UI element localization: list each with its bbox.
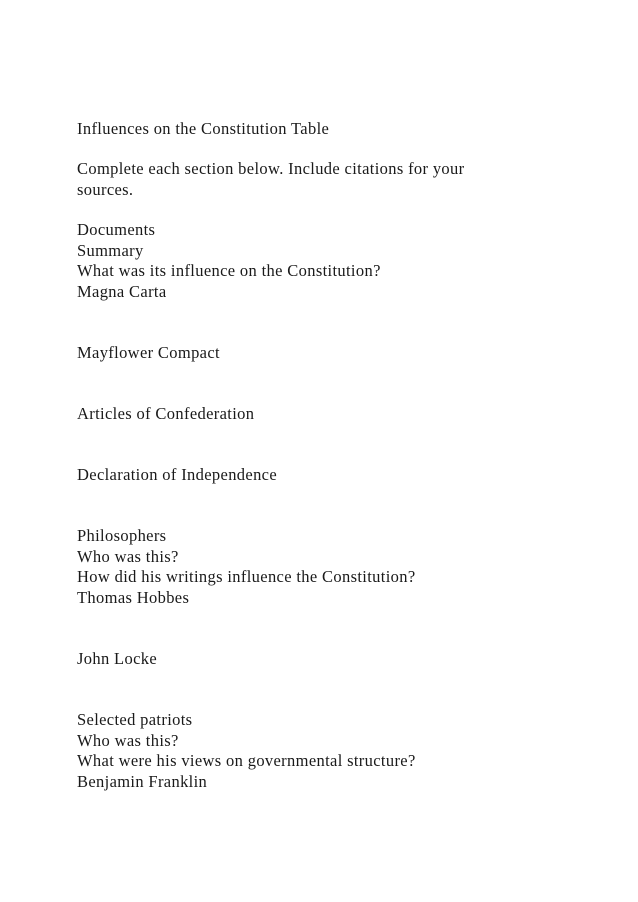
philosopher-row-john-locke: John Locke — [77, 649, 158, 668]
documents-column-summary: Summary — [77, 241, 144, 260]
documents-heading: Documents — [77, 220, 156, 239]
patriot-row-benjamin-franklin: Benjamin Franklin — [77, 772, 208, 791]
patriots-heading: Selected patriots — [77, 710, 193, 729]
documents-column-influence: What was its influence on the Constitution? — [77, 261, 381, 280]
philosophers-heading: Philosophers — [77, 526, 167, 545]
instructions-line-2: sources. — [77, 180, 134, 199]
philosophers-column-influence: How did his writings influence the Constitution? — [77, 567, 416, 586]
document-row-mayflower-compact: Mayflower Compact — [77, 343, 220, 362]
document-row-declaration-of-independence: Declaration of Independence — [77, 465, 278, 484]
document-row-magna-carta: Magna Carta — [77, 282, 167, 301]
document-title: Influences on the Constitution Table — [77, 119, 330, 138]
instructions-line-1: Complete each section below. Include citations for your — [77, 159, 465, 178]
philosopher-row-thomas-hobbes: Thomas Hobbes — [77, 588, 190, 607]
patriots-column-views: What were his views on governmental structure? — [77, 751, 416, 770]
document-row-articles-of-confederation: Articles of Confederation — [77, 404, 255, 423]
philosophers-column-who: Who was this? — [77, 547, 179, 566]
patriots-column-who: Who was this? — [77, 731, 179, 750]
